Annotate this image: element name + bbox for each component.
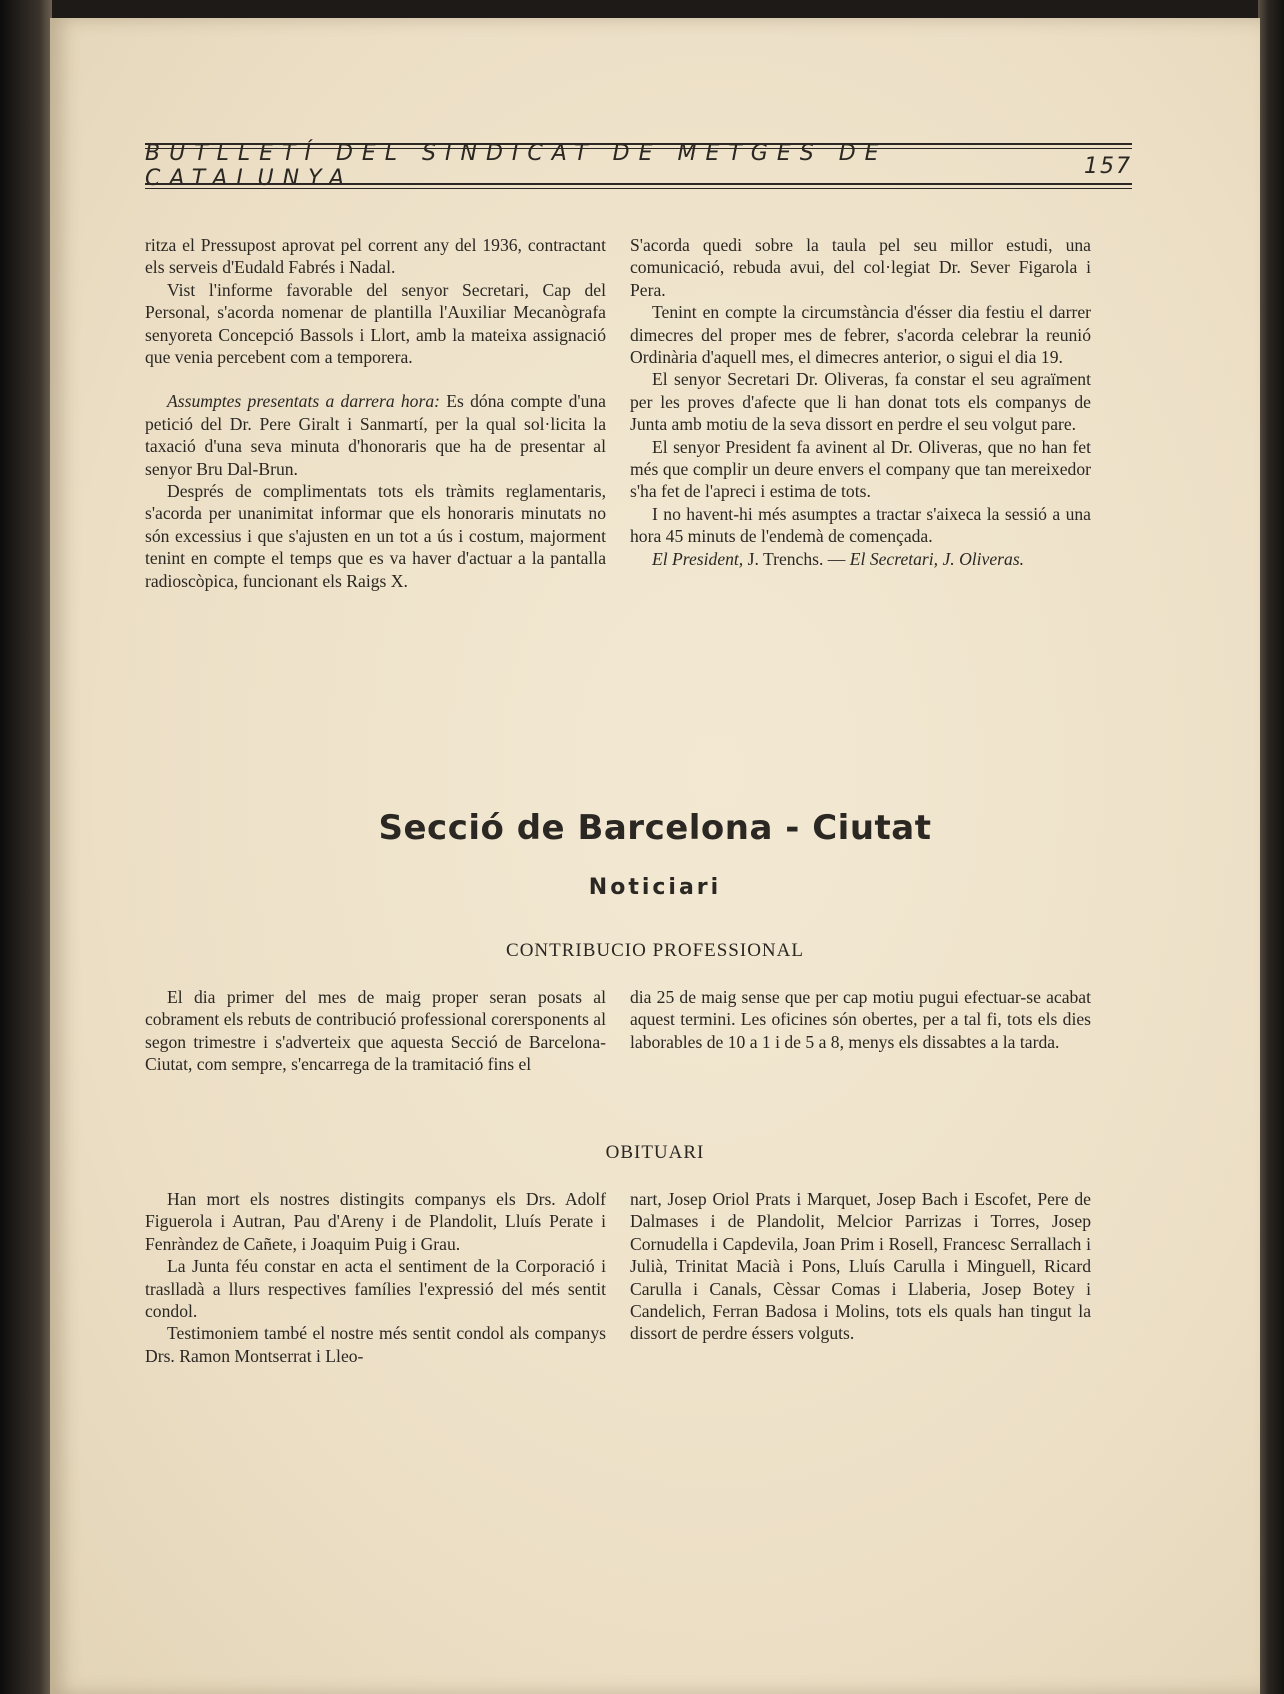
journal-title: BUTLLETÍ DEL SINDICAT DE METGES DE CATALUNYA	[145, 141, 888, 191]
paragraph: Vist l'informe favorable del senyor Secretari, Cap del Personal, s'acorda nomenar de plantilla l'Auxiliar Mecanògrafa senyoreta Concepció Bassols i Llort, amb la mateixa assignació que venia percebent com a temporera.	[145, 279, 606, 368]
paragraph: El senyor Secretari Dr. Oliveras, fa constar el seu agraïment per les proves d'afecte que li han donat tots els companys de Junta amb motiu de la seva dissort en perdre el seu volgut pare.	[630, 369, 1091, 435]
paragraph	[145, 390, 606, 480]
page-number: 157	[1084, 153, 1132, 179]
paragraph: S'acorda quedi sobre la taula pel seu millor estudi, una comunicació, rebuda avui, del col·legiat Dr. Sever Figarola i Pera.	[630, 235, 1091, 300]
contribucio-heading: CONTRIBUCIO PROFESSIONAL	[506, 940, 804, 961]
paragraph: Testimoniem també el nostre més sentit condol als companys Drs. Ramon Montserrat i Lleo-	[145, 1323, 606, 1366]
paragraph: ritza el Pressupost aprovat pel corrent any del 1936, contractant els serveis d'Eudald Fabrés i Nadal.	[145, 235, 606, 278]
president-name: J. Trenchs. —	[747, 548, 846, 569]
paragraph: El senyor President fa avinent al Dr. Oliveras, que no han fet més que complir un deure envers el company que tan mereixedor s'ha fet de l'apreci i estima de tots.	[630, 436, 1091, 502]
assumptes-label: Assumptes presentats a darrera hora:	[167, 391, 440, 412]
secretary-label: El Secretari, J. Oliveras.	[849, 548, 1025, 569]
contribucio-right-column	[630, 986, 1091, 1053]
sub-title: Noticiari	[588, 875, 722, 900]
section-title: Secció de Barcelona - Ciutat	[378, 808, 932, 848]
document-page	[50, 18, 1260, 1694]
obituari-heading: OBITUARI	[605, 1142, 705, 1163]
paragraph: I no havent-hi més asumptes a tractar s'aixeca la sessió a una hora 45 minuts de l'endemà de començada.	[630, 503, 1091, 547]
obituari-right-column	[630, 1188, 1091, 1345]
running-header	[145, 143, 1132, 189]
paragraph: El dia primer del mes de maig proper seran posats al cobrament els rebuts de contribució professional corersponents al segon trimestre i s'adverteix que aquesta Secció de Barcelona-Ciutat, com sempre, s'encarrega de la tramitació fins el	[145, 987, 606, 1075]
paragraph: dia 25 de maig sense que per cap motiu pugui efectuar-se acabat aquest termini. Les oficines són obertes, per a tal fi, tots els dies laborables de 10 a 1 i de 5 a 8, menys els dissabtes a la tarda.	[630, 987, 1091, 1052]
contribucio-left-column	[145, 986, 606, 1076]
paragraph: Han mort els nostres distingits companys els Drs. Adolf Figuerola i Autran, Pau d'Areny i de Plandolit, Lluís Perate i Fenràndez de Cañete, i Joaquim Puig i Grau.	[145, 1189, 606, 1254]
paragraph: Tenint en compte la circumstància d'ésser dia festiu el darrer dimecres del proper mes de febrer, s'acorda celebrar la reunió Ordinària d'aquell mes, el dimecres anterior, o sigui el dia 19.	[630, 302, 1091, 368]
book-edge-right	[1258, 0, 1284, 1694]
obituari-left-column	[145, 1188, 606, 1367]
paragraph: La Junta féu constar en acta el sentiment de la Corporació i traslladà a llurs respectives famílies l'expressió del més sentit condol.	[145, 1256, 606, 1322]
paragraph: Després de complimentats tots els tràmits reglamentaris, s'acorda per unanimitat informar que els honoraris minutats no són excessius i que s'ajusten en un tot a ús i costum, majorment tenint en compte el temps que es va haver d'actuar a la pantalla radioscòpica, funcionant els Raigs X.	[145, 481, 606, 591]
book-spine-left	[0, 0, 52, 1694]
top-right-column	[630, 234, 1091, 570]
top-left-column	[145, 234, 606, 592]
president-label: El President,	[652, 548, 744, 569]
paragraph-text: Es dóna compte d'una petició del Dr. Pere Giralt i Sanmartí, per la qual sol·licita la taxació d'una seva minuta d'honoraris que ha de presentar al senyor Bru Dal-Brun.	[145, 391, 606, 479]
paragraph: nart, Josep Oriol Prats i Marquet, Josep Bach i Escofet, Pere de Dalmases i de Plandolit, Melcior Parrizas i Torres, Josep Cornudella i Capdevila, Joan Prim i Rosell, Francesc Serrallach i Julià, Trinitat Macià i Pons, Lluís Carulla i Minguell, Ricard Carulla i Canals, Cèssar Comas i Llaberia, Josep Botey i Candelich, Ferran Badosa i Molins, tots els quals han tingut la dissort de perdre éssers volguts.	[630, 1189, 1091, 1344]
signature-line	[630, 548, 1091, 570]
